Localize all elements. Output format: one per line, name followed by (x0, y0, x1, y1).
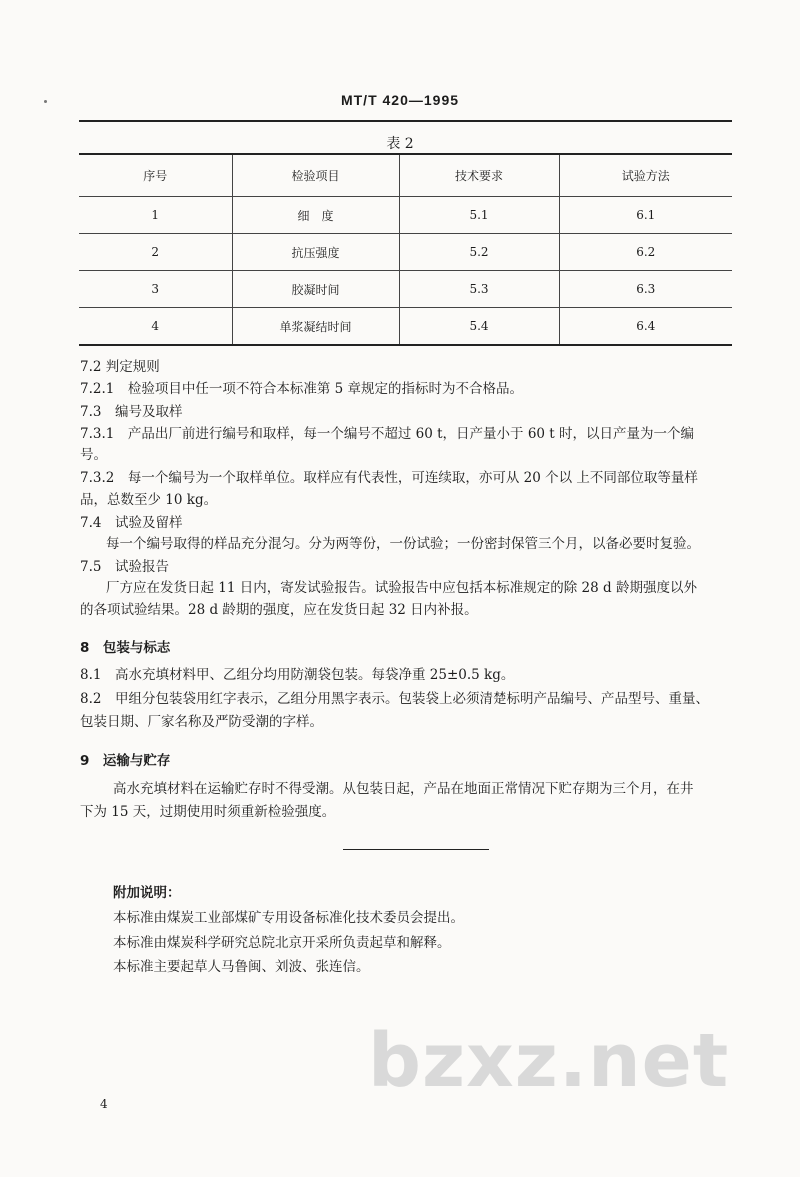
clause-7-3-2-line1: 7.3.2 每一个编号为一个取样单位。取样应有代表性，可连续取，亦可从 20 个以 上不同部位取等量样 (80, 470, 698, 486)
table-cell: 6.4 (559, 308, 732, 346)
inspection-table (79, 153, 732, 346)
table-cell: 1 (79, 197, 232, 234)
clause-7-3-1-line2: 号。 (80, 447, 107, 463)
clause-8-2-line2: 包装日期、厂家名称及严防受潮的字样。 (80, 714, 323, 730)
watermark: bzxz.net (368, 1018, 730, 1104)
column-header: 试验方法 (559, 154, 732, 197)
header-rule (79, 120, 732, 122)
end-divider (343, 849, 489, 850)
table-cell: 6.1 (559, 197, 732, 234)
clause-7-5-line2: 的各项试验结果。28 d 龄期的强度，应在发货日起 32 日内补报。 (80, 602, 478, 618)
table-row (79, 234, 732, 271)
clause-7-5-line1: 厂方应在发货日起 11 日内，寄发试验报告。试验报告中应包括本标准规定的除 28 d 龄期强度以外 (106, 580, 697, 596)
table-cell: 抗压强度 (232, 234, 399, 271)
column-header: 序号 (79, 154, 232, 197)
table-cell: 5.3 (399, 271, 559, 308)
notes-heading: 附加说明： (113, 885, 181, 901)
table-cell: 2 (79, 234, 232, 271)
clause-7-2-1: 7.2.1 检验项目中任一项不符合本标准第 5 章规定的指标时为不合格品。 (80, 381, 524, 397)
column-header: 检验项目 (232, 154, 399, 197)
table-cell: 6.2 (559, 234, 732, 271)
table-cell: 胶凝时间 (232, 271, 399, 308)
clause-7-3-1-line1: 7.3.1 产品出厂前进行编号和取样，每一个编号不超过 60 t，日产量小于 60 t 时，以日产量为一个编 (80, 426, 695, 442)
notes-line: 本标准主要起草人马鲁闽、刘波、张连信。 (113, 959, 370, 975)
table-row (79, 271, 732, 308)
table-cell: 5.2 (399, 234, 559, 271)
table-cell: 5.1 (399, 197, 559, 234)
standard-code-header: MT/T 420—1995 (340, 92, 460, 108)
table-cell: 单浆凝结时间 (232, 308, 399, 346)
section-8-heading: 8 包装与标志 (80, 640, 171, 656)
table-cell: 4 (79, 308, 232, 346)
section-7-2-heading: 7.2 判定规则 (80, 359, 160, 375)
notes-line: 本标准由煤炭工业部煤矿专用设备标准化技术委员会提出。 (113, 910, 464, 926)
clause-7-4-text: 每一个编号取得的样品充分混匀。分为两等份，一份试验；一份密封保管三个月，以备必要时复验。 (106, 536, 700, 552)
table-cell: 3 (79, 271, 232, 308)
clause-8-1: 8.1 高水充填材料甲、乙组分均用防潮袋包装。每袋净重 25±0.5 kg。 (80, 667, 515, 683)
table-header-row (79, 154, 732, 197)
table-cell: 6.3 (559, 271, 732, 308)
section-9-line1: 高水充填材料在运输贮存时不得受潮。从包装日起，产品在地面正常情况下贮存期为三个月，在井 (113, 781, 694, 797)
table-row (79, 308, 732, 346)
table-title: 表 2 (386, 136, 414, 152)
section-7-5-heading: 7.5 试验报告 (80, 559, 169, 575)
table-row (79, 197, 732, 234)
section-7-3-heading: 7.3 编号及取样 (80, 404, 183, 420)
page-number: 4 (100, 1097, 108, 1111)
clause-7-3-2-line2: 品，总数至少 10 kg。 (80, 492, 218, 508)
clause-8-2-line1: 8.2 甲组分包装袋用红字表示，乙组分用黑字表示。包装袋上必须清楚标明产品编号、产品型号、重量、 (80, 691, 709, 707)
column-header: 技术要求 (399, 154, 559, 197)
table-cell: 细 度 (232, 197, 399, 234)
notes-line: 本标准由煤炭科学研究总院北京开采所负责起草和解释。 (113, 935, 451, 951)
section-7-4-heading: 7.4 试验及留样 (80, 515, 183, 531)
section-9-heading: 9 运输与贮存 (80, 753, 171, 769)
section-9-line2: 下为 15 天，过期使用时须重新检验强度。 (80, 804, 336, 820)
table-cell: 5.4 (399, 308, 559, 346)
